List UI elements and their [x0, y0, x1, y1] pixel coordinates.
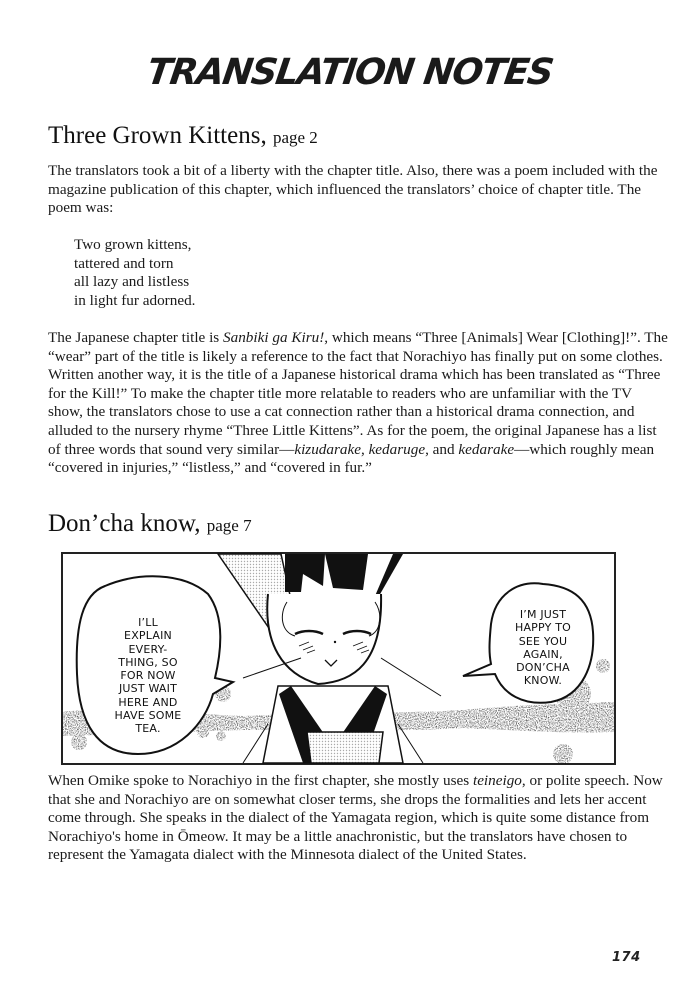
bubble-line: JUST WAIT	[118, 682, 178, 696]
bubble-line: TEA.	[135, 722, 161, 736]
italic-term: kedaruge	[368, 440, 426, 458]
bubble-line: I’M JUST	[519, 608, 567, 621]
italic-term: teineigo	[472, 772, 522, 789]
text-run: , and	[425, 440, 459, 458]
manga-panel	[61, 552, 616, 765]
bubble-line: HAPPY TO	[514, 621, 571, 635]
page-reference: page 2	[272, 128, 318, 147]
section-intro-paragraph: The translators took a bit of a liberty with the chapter title. Also, there was a poem included with the magazine publication of this chapter, which influenced the translators’ choice of chapter title. The poem was:	[48, 162, 658, 217]
section-title: Don’cha know,	[48, 510, 201, 537]
poem-line: all lazy and listless	[74, 273, 190, 291]
bubble-line: EXPLAIN	[124, 629, 172, 643]
section-body-paragraph	[48, 329, 668, 478]
text-run: , or polite speech. Now that she and Norachiyo are on somewhat closer terms, she drops the formalities and lets her accent come through. She speaks in the dialect of the Yamagata region, which is quite some distance from Norachiyo's home in Ōmeow. It may be a little anachronistic, but the translators have chosen to represent the Yamagata dialect with the Minnesota dialect of the United States.	[48, 772, 663, 864]
poem-line: Two grown kittens,	[74, 236, 192, 253]
bubble-line: HAVE SOME	[114, 709, 182, 723]
text-run: ,	[360, 440, 369, 458]
section-title: Three Grown Kittens,	[48, 122, 267, 149]
section-body-paragraph	[48, 772, 668, 865]
text-run: —which roughly mean “covered in injuries,” “listless,” and “covered in fur.”	[48, 440, 655, 477]
brush-title	[144, 44, 556, 96]
italic-term: kedarake	[458, 440, 515, 458]
bubble-line: THING, SO	[118, 655, 178, 669]
bubble-line: FOR NOW	[120, 669, 176, 683]
page-title: TRANSLATION NOTES	[144, 50, 556, 93]
italic-term: kizudarake	[294, 440, 361, 458]
text-run: The Japanese chapter title is	[48, 329, 224, 346]
bubble-line: KNOW.	[523, 674, 563, 688]
poem-line: in light fur adorned.	[74, 291, 196, 309]
hair-bangs-right	[325, 554, 368, 590]
text-run: When Omike spoke to Norachiyo in the first chapter, she mostly uses	[48, 772, 473, 789]
section-heading-three-grown-kittens	[48, 121, 318, 153]
text-run: , which means “Three [Animals] Wear [Clothing]!”. The “wear” part of the title is likely a reference to the fact that Norachiyo has finally put on some clothes. Written another way, it is the title of a Japanese historical drama which has been translated as “Three for the Kill!” To make the chapter title more relatable to readers who are unfamiliar with the TV show, the translators chose to use a cat connection rather than a historical drama connection, and alluded to the nursery rhyme “Three Little Kittens”. As for the poem, the original Japanese has a list of three words that sound very similar—	[48, 329, 668, 458]
section-heading-doncha-know	[48, 509, 252, 541]
page-number: 174	[612, 950, 641, 965]
page-header	[0, 44, 700, 96]
page-reference: page 7	[206, 516, 252, 535]
bubble-line: AGAIN,	[523, 647, 563, 661]
speech-bubble-left-text	[83, 616, 213, 736]
speech-bubble-right-text	[495, 608, 591, 688]
hair-bangs	[285, 554, 325, 592]
poem	[74, 236, 195, 310]
teacup	[307, 732, 383, 763]
bubble-line: SEE YOU	[518, 634, 568, 648]
italic-term: Sanbiki ga Kiru!	[223, 329, 325, 346]
cat-nose	[334, 641, 336, 643]
bubble-line: EVERY-	[128, 642, 168, 656]
bubble-line: I’LL	[138, 616, 158, 629]
bubble-line: DON’CHA	[516, 661, 570, 675]
poem-line: tattered and torn	[74, 254, 174, 272]
bubble-line: HERE AND	[118, 695, 178, 709]
